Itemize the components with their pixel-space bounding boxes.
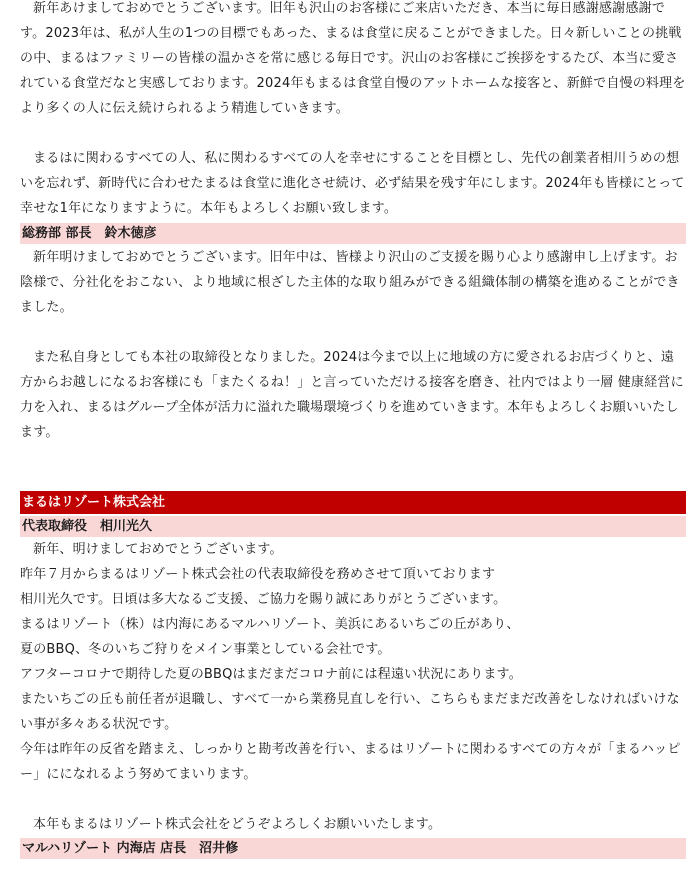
page-content — [20, 0, 686, 859]
resort-line: またいちごの丘も前任者が退職し、すべて一から業務見直しを行い、こちらもまだまだ改善をしなければいけない事が多々ある状況です。 — [20, 692, 680, 732]
resort-line: アフターコロナで期待した夏のBBQはまだまだコロナ前には程遠い状況にあります。 — [20, 667, 522, 682]
signature-general-affairs: 総務部 部長 鈴木徳彦 — [20, 223, 686, 244]
signature-utsumi: マルハリゾート 内海店 店長 沼井修 — [20, 838, 686, 859]
general-affairs-paragraph-2: また私自身としても本社の取締役となりました。2024は今まで以上に地域の方に愛されるお店づくりと、遠方からお越しになるお客様にも「またくるね！」と言っていただける接客を磨き、社内ではより一層 健康経営に力を入れ、まるはグループ全体が活力に溢れた職場環境づくりを進めていきます。本年もよろしくお願いいたします。 — [20, 350, 684, 440]
greeting-paragraph-2: まるはに関わるすべての人、私に関わるすべての人を幸せにすることを目標とし、先代の創業者相川うめの想いを忘れず、新時代に合わせたまるは食堂に進化させ続け、必ず結果を残す年にします。2024年も皆様にとって幸せな1年になりますように。本年もよろしくお願い致します。 — [20, 151, 685, 216]
company-header-bar: まるはリゾート株式会社 — [20, 491, 686, 514]
resort-closing-line: 本年もまるはリゾート株式会社をどうぞよろしくお願いいたします。 — [33, 817, 442, 832]
resort-line: まるはリゾート（株）は内海にあるマルハリゾート、美浜にあるいちごの丘があり、 — [20, 617, 520, 632]
resort-line: 新年、明けましておめでとうございます。 — [33, 542, 283, 557]
resort-line: 相川光久です。日頃は多大なるご支援、ご協力を賜り誠にありがとうございます。 — [20, 592, 507, 607]
general-affairs-paragraph-1: 新年明けましておめでとうございます。旧年中は、皆様より沢山のご支援を賜り心より感謝申し上げます。お陰様で、分社化をおこない、より地域に根ざした主体的な取り組みができる組織体制の構築を進めることができました。 — [20, 250, 680, 315]
greeting-paragraph-1: 新年あけましておめでとうございます。旧年も沢山のお客様にご来店いただき、本当に毎日感謝感謝感謝です。2023年は、私が人生の1つの目標でもあった、まるは食堂に戻ることができました。日々新しいことの挑戦の中、まるはファミリーの皆様の温かさを常に感じる毎日です。沢山のお客様にご挨拶をするたび、本当に愛されている食堂だなと実感しております。2024年もまるは食堂自慢のアットホームな接客と、新鮮で自慢の料理をより多くの人に伝え続けられるよう精進していきます。 — [20, 1, 686, 116]
resort-line: 今年は昨年の反省を踏まえ、しっかりと勘考改善を行い、まるはリゾートに関わるすべての方々が「まるハッピー」にになれるよう努めてまいります。 — [20, 742, 681, 782]
representative-signature: 代表取締役 相川光久 — [20, 516, 686, 537]
resort-line: 昨年７月からまるはリゾート株式会社の代表取締役を務めさせて頂いております — [20, 567, 496, 582]
resort-line: 夏のBBQ、冬のいちご狩りをメイン事業としている会社です。 — [20, 642, 391, 657]
